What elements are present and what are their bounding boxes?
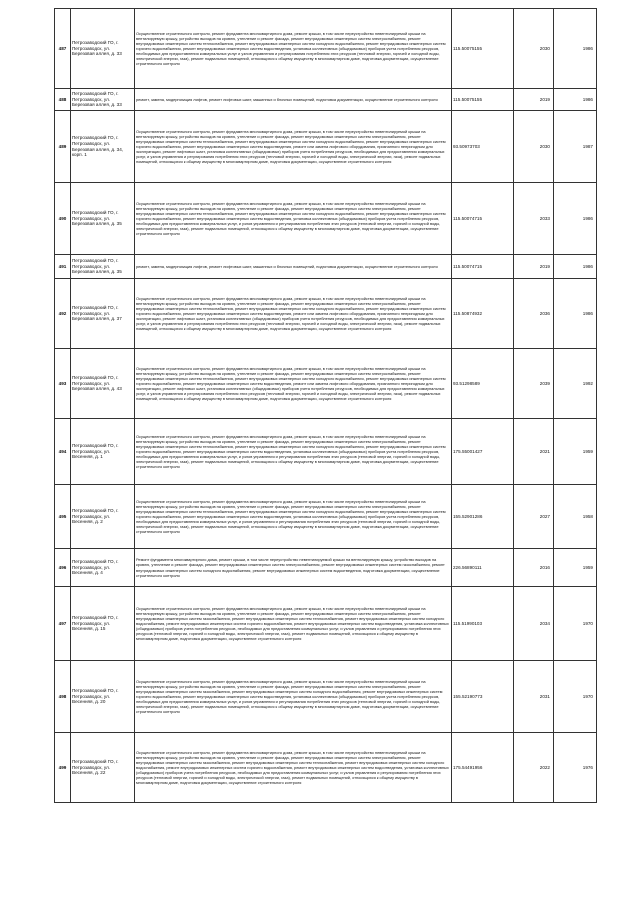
area-value-cell: 115.50874932 [452, 279, 514, 349]
address-cell: Петрозаводский ГО, г. Петрозаводск, ул. Березовая аллея, д. 37 [71, 279, 135, 349]
built-year-cell: 1959 [554, 419, 597, 485]
area-value-cell: 175.54491956 [452, 733, 514, 803]
row-number-cell: 499 [55, 733, 71, 803]
table-row [55, 733, 597, 803]
area-value-cell: 155.52190773 [452, 661, 514, 733]
table-row [55, 183, 597, 255]
table-row [55, 111, 597, 183]
works-description-cell: Осуществление строительного контроля, ремонт фундамента многоквартирного дома, ремонт крыши, в том числе переустройство невентилируемой крыши на вентилируемую крышу, устройство выходов на кровлю, утепление и ремонт фасада, ремонт внутридомовых инженерных систем электроснабжения, ремонт внутридомовых инженерных систем теплоснабжения, ремонт внутридомовых инженерных систем холодного водоснабжения, ремонт внутридомовых инженерных систем горячего водоснабжения, ремонт внутридомовых инженерных систем водоотведения, ремонт или замена лифтового оборудования, признанного непригодным для эксплуатации, ремонт лифтовых шахт, установка коллективных (общедомовых) приборов учета потребления ресурсов, необходимых для предоставления коммунальных услуг, и узлов управления и регулирования потребления этих ресурсов (тепловой энергии, горячей и холодной воды, электрической энергии, газа), ремонт подвальных помещений, относящихся к общему имуществу в многоквартирном доме, подготовка документации, осуществление строительного контроля [135, 111, 452, 183]
planned-year-cell: 2031 [514, 661, 554, 733]
built-year-cell: 1986 [554, 89, 597, 111]
planned-year-cell: 2039 [514, 349, 554, 419]
table-row [55, 255, 597, 279]
built-year-cell: 1987 [554, 111, 597, 183]
works-description-cell: Осуществление строительного контроля, ремонт фундамента многоквартирного дома, ремонт крыши, в том числе переустройство невентилируемой крыши на вентилируемую крышу, устройство выходов на кровлю, утепление и ремонт фасада, ремонт внутридомовых инженерных систем электроснабжения, ремонт внутридомовых инженерных систем газоснабжения, ремонт внутридомовых инженерных систем теплоснабжения, ремонт внутридомовых инженерных систем холодного водоснабжения, ремонт внутридомовых инженерных систем горячего водоснабжения, ремонт внутридомовых инженерных систем водоотведения, установка коллективных (общедомовых) приборов учета потребления ресурсов, необходимых для предоставления коммунальных услуг, и узлов управления и регулирования потребления этих ресурсов (тепловой энергии, горячей и холодной воды, электрической энергии, газа), ремонт подвальных помещений, относящихся к общему имуществу в многоквартирном доме, подготовка документации, осуществление строительного контроля [135, 587, 452, 661]
built-year-cell: 1992 [554, 349, 597, 419]
address-cell: Петрозаводский ГО, г. Петрозаводск, ул. Весенняя, д. 2 [71, 485, 135, 549]
area-value-cell: 93.51298589 [452, 349, 514, 419]
address-cell: Петрозаводский ГО, г. Петрозаводск, ул. Березовая аллея, д. 33 [71, 89, 135, 111]
works-description-cell: Осуществление строительного контроля, ремонт фундамента многоквартирного дома, ремонт крыши, в том числе переустройство невентилируемой крыши на вентилируемую крышу, устройство выходов на кровлю, утепление и ремонт фасада, ремонт внутридомовых инженерных систем электроснабжения, ремонт внутридомовых инженерных систем теплоснабжения, ремонт внутридомовых инженерных систем холодного водоснабжения, ремонт внутридомовых инженерных систем горячего водоснабжения, ремонт внутридомовых инженерных систем водоотведения, установка коллективных (общедомовых) приборов учета потребления ресурсов, необходимых для предоставления коммунальных услуг, и узлов управления и регулирования потребления этих ресурсов (тепловой энергии, горячей и холодной воды, электрической энергии, газа), ремонт подвальных помещений, относящихся к общему имуществу в многоквартирном доме, подготовка документации, осуществление строительного контроля [135, 419, 452, 485]
built-year-cell: 1986 [554, 279, 597, 349]
row-number-cell: 494 [55, 419, 71, 485]
built-year-cell: 1970 [554, 661, 597, 733]
planned-year-cell: 2021 [514, 419, 554, 485]
area-value-cell: 115.51990103 [452, 587, 514, 661]
planned-year-cell: 2022 [514, 733, 554, 803]
table-row [55, 419, 597, 485]
planned-year-cell: 2033 [514, 183, 554, 255]
row-number-cell: 493 [55, 349, 71, 419]
row-number-cell: 498 [55, 661, 71, 733]
repair-program-table [54, 8, 597, 803]
table-row [55, 485, 597, 549]
area-value-cell: 115.50074715 [452, 255, 514, 279]
address-cell: Петрозаводский ГО, г. Петрозаводск, ул. Березовая аллея, д. 35 [71, 183, 135, 255]
works-description-cell: Ремонт фундамента многоквартирного дома, ремонт крыши, в том числе переустройство невентилируемой крыши на вентилируемую крышу, устройство выходов на кровлю, утепление и ремонт фасада, ремонт внутридомовых инженерных систем электроснабжения, ремонт внутридомовых инженерных систем газоснабжения, ремонт внутридомовых инженерных систем холодного водоснабжения, ремонт внутридомовых инженерных систем водоотведения, подготовка документации, осуществление строительного контроля [135, 549, 452, 587]
address-cell: Петрозаводский ГО, г. Петрозаводск, ул. Весенняя, д. 4 [71, 549, 135, 587]
planned-year-cell: 2016 [514, 549, 554, 587]
address-cell: Петрозаводский ГО, г. Петрозаводск, ул. Березовая аллея, д. 43 [71, 349, 135, 419]
table-row [55, 661, 597, 733]
address-cell: Петрозаводский ГО, г. Петрозаводск, ул. Весенняя, д. 1 [71, 419, 135, 485]
document-page [54, 8, 596, 803]
area-value-cell: 93.50973703 [452, 111, 514, 183]
row-number-cell: 489 [55, 111, 71, 183]
address-cell: Петрозаводский ГО, г. Петрозаводск, ул. Березовая аллея, д. 34, корп. 1 [71, 111, 135, 183]
row-number-cell: 487 [55, 9, 71, 89]
table-row [55, 549, 597, 587]
works-description-cell: Осуществление строительного контроля, ремонт фундамента многоквартирного дома, ремонт крыши, в том числе переустройство невентилируемой крыши на вентилируемую крышу, устройство выходов на кровлю, утепление и ремонт фасада, ремонт внутридомовых инженерных систем электроснабжения, ремонт внутридомовых инженерных систем теплоснабжения, ремонт внутридомовых инженерных систем холодного водоснабжения, ремонт внутридомовых инженерных систем горячего водоснабжения, ремонт внутридомовых инженерных систем водоотведения, ремонт или замена лифтового оборудования, признанного непригодным для эксплуатации, ремонт лифтовых шахт, установка коллективных (общедомовых) приборов учета потребления ресурсов, необходимых для предоставления коммунальных услуг, и узлов управления и регулирования потребления этих ресурсов (тепловой энергии, горячей и холодной воды, электрической энергии, газа), ремонт подвальных помещений, относящихся к общему имуществу в многоквартирном доме, подготовка документации, осуществление строительного контроля [135, 279, 452, 349]
table-row [55, 349, 597, 419]
address-cell: Петрозаводский ГО, г. Петрозаводск, ул. Весенняя, д. 22 [71, 733, 135, 803]
row-number-cell: 491 [55, 255, 71, 279]
area-value-cell: 175.55001427 [452, 419, 514, 485]
works-description-cell: Осуществление строительного контроля, ремонт фундамента многоквартирного дома, ремонт крыши, в том числе переустройство невентилируемой крыши на вентилируемую крышу, устройство выходов на кровлю, утепление и ремонт фасада, ремонт внутридомовых инженерных систем электроснабжения, ремонт внутридомовых инженерных систем газоснабжения, ремонт внутридомовых инженерных систем теплоснабжения, ремонт внутридомовых инженерных систем холодного водоснабжения, ремонт внутридомовых инженерных систем горячего водоснабжения, ремонт внутридомовых инженерных систем водоотведения, установка коллективных (общедомовых) приборов учета потребления ресурсов, необходимых для предоставления коммунальных услуг, и узлов управления и регулирования потребления этих ресурсов (тепловой энергии, горячей и холодной воды, электрической энергии, газа), ремонт подвальных помещений, относящихся к общему имуществу в многоквартирном доме, подготовка документации, осуществление строительного контроля [135, 733, 452, 803]
planned-year-cell: 2030 [514, 9, 554, 89]
table-row [55, 89, 597, 111]
table-body [55, 9, 597, 803]
works-description-cell: Осуществление строительного контроля, ремонт фундамента многоквартирного дома, ремонт крыши, в том числе переустройство невентилируемой крыши на вентилируемую крышу, устройство выходов на кровлю, утепление и ремонт фасада, ремонт внутридомовых инженерных систем электроснабжения, ремонт внутридомовых инженерных систем газоснабжения, ремонт внутридомовых инженерных систем холодного водоснабжения, ремонт внутридомовых инженерных систем горячего водоснабжения, ремонт внутридомовых инженерных систем водоотведения, установка коллективных (общедомовых) приборов учета потребления ресурсов, необходимых для предоставления коммунальных услуг, и узлов управления и регулирования потребления этих ресурсов (тепловой энергии, горячей и холодной воды, электрической энергии, газа), ремонт подвальных помещений, относящихся к общему имуществу в многоквартирном доме, подготовка документации, осуществление строительного контроля [135, 661, 452, 733]
built-year-cell: 1976 [554, 733, 597, 803]
works-description-cell: Осуществление строительного контроля, ремонт фундамента многоквартирного дома, ремонт крыши, в том числе переустройство невентилируемой крыши на вентилируемую крышу, устройство выходов на кровлю, утепление и ремонт фасада, ремонт внутридомовых инженерных систем электроснабжения, ремонт внутридомовых инженерных систем теплоснабжения, ремонт внутридомовых инженерных систем холодного водоснабжения, ремонт внутридомовых инженерных систем горячего водоснабжения, ремонт внутридомовых инженерных систем водоотведения, установка коллективных (общедомовых) приборов учета потребления ресурсов, необходимых для предоставления коммунальных услуг, и узлов управления и регулирования потребления этих ресурсов (тепловой энергии, горячей и холодной воды, электрической энергии, газа), ремонт подвальных помещений, относящихся к общему имуществу в многоквартирном доме, подготовка документации, осуществление строительного контроля [135, 485, 452, 549]
works-description-cell: Осуществление строительного контроля, ремонт фундамента многоквартирного дома, ремонт крыши, в том числе переустройство невентилируемой крыши на вентилируемую крышу, устройство выходов на кровлю, утепление и ремонт фасада, ремонт внутридомовых инженерных систем электроснабжения, ремонт внутридомовых инженерных систем теплоснабжения, ремонт внутридомовых инженерных систем холодного водоснабжения, ремонт внутридомовых инженерных систем горячего водоснабжения, ремонт внутридомовых инженерных систем водоотведения, ремонт или замена лифтового оборудования, признанного непригодным для эксплуатации, ремонт лифтовых шахт, установка коллективных (общедомовых) приборов учета потребления ресурсов, необходимых для предоставления коммунальных услуг, и узлов управления и регулирования потребления этих ресурсов (тепловой энергии, горячей и холодной воды, электрической энергии, газа), ремонт подвальных помещений, относящихся к общему имуществу в многоквартирном доме, подготовка документации, осуществление строительного контроля [135, 349, 452, 419]
planned-year-cell: 2036 [514, 279, 554, 349]
row-number-cell: 496 [55, 549, 71, 587]
built-year-cell: 1986 [554, 9, 597, 89]
address-cell: Петрозаводский ГО, г. Петрозаводск, ул. Березовая аллея, д. 35 [71, 255, 135, 279]
table-row [55, 9, 597, 89]
address-cell: Петрозаводский ГО, г. Петрозаводск, ул. Весенняя, д. 20 [71, 661, 135, 733]
address-cell: Петрозаводский ГО, г. Петрозаводск, ул. Березовая аллея, д. 33 [71, 9, 135, 89]
works-description-cell: Осуществление строительного контроля, ремонт фундамента многоквартирного дома, ремонт крыши, в том числе переустройство невентилируемой крыши на вентилируемую крышу, устройство выходов на кровлю, утепление и ремонт фасада, ремонт внутридомовых инженерных систем электроснабжения, ремонт внутридомовых инженерных систем теплоснабжения, ремонт внутридомовых инженерных систем холодного водоснабжения, ремонт внутридомовых инженерных систем горячего водоснабжения, ремонт внутридомовых инженерных систем водоотведения, установка коллективных (общедомовых) приборов учета потребления ресурсов, необходимых для предоставления коммунальных услуг и узлов управления и регулирования потребления этих ресурсов (тепловой энергии, горячей и холодной воды, электрической энергии, газа), ремонт подвальных помещений, относящихся к общему имуществу в многоквартирном доме, подготовка документации, осуществление строительного контроля [135, 9, 452, 89]
row-number-cell: 492 [55, 279, 71, 349]
works-description-cell: Осуществление строительного контроля, ремонт фундамента многоквартирного дома, ремонт крыши, в том числе переустройство невентилируемой крыши на вентилируемую крышу, устройство выходов на кровлю, утепление и ремонт фасада, ремонт внутридомовых инженерных систем электроснабжения, ремонт внутридомовых инженерных систем теплоснабжения, ремонт внутридомовых инженерных систем холодного водоснабжения, ремонт внутридомовых инженерных систем горячего водоснабжения, ремонт внутридомовых инженерных систем водоотведения, установка коллективных (общедомовых) приборов учета потребления ресурсов, необходимых для предоставления коммунальных услуг, и узлов управления и регулирования потребления этих ресурсов (тепловой энергии, горячей и холодной воды, электрической энергии, газа), ремонт подвальных помещений, относящихся к общему имуществу в многоквартирном доме, подготовка документации, осуществление строительного контроля [135, 183, 452, 255]
table-row [55, 587, 597, 661]
planned-year-cell: 2030 [514, 111, 554, 183]
built-year-cell: 1958 [554, 485, 597, 549]
built-year-cell: 1959 [554, 549, 597, 587]
planned-year-cell: 2034 [514, 587, 554, 661]
area-value-cell: 115.50075155 [452, 89, 514, 111]
works-description-cell: ремонт, замена, модернизация лифтов, ремонт лифтовых шахт, машинных и блочных помещений, подготовка документации, осуществление строительного контроля [135, 255, 452, 279]
built-year-cell: 1986 [554, 183, 597, 255]
planned-year-cell: 2027 [514, 485, 554, 549]
planned-year-cell: 2019 [514, 255, 554, 279]
address-cell: Петрозаводский ГО, г. Петрозаводск, ул. Весенняя, д. 15 [71, 587, 135, 661]
table-row [55, 279, 597, 349]
area-value-cell: 155.52901286 [452, 485, 514, 549]
area-value-cell: 226.56890111 [452, 549, 514, 587]
built-year-cell: 1970 [554, 587, 597, 661]
works-description-cell: ремонт, замена, модернизация лифтов, ремонт лифтовых шахт, машинных и блочных помещений, подготовка документации, осуществление строительного контроля [135, 89, 452, 111]
area-value-cell: 115.50075155 [452, 9, 514, 89]
built-year-cell: 1986 [554, 255, 597, 279]
row-number-cell: 490 [55, 183, 71, 255]
row-number-cell: 497 [55, 587, 71, 661]
area-value-cell: 115.50074715 [452, 183, 514, 255]
row-number-cell: 495 [55, 485, 71, 549]
row-number-cell: 488 [55, 89, 71, 111]
planned-year-cell: 2019 [514, 89, 554, 111]
